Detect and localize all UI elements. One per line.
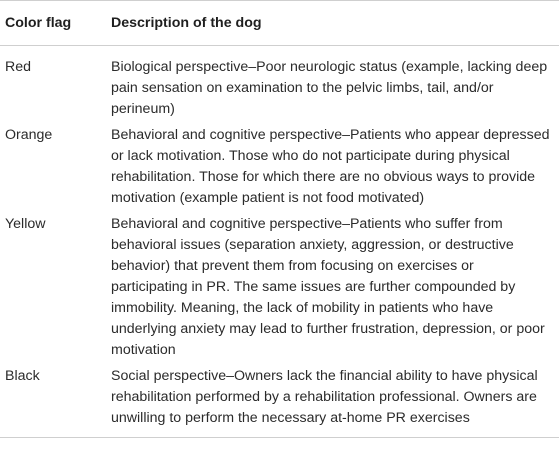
table-row <box>0 211 559 363</box>
description-cell: Behavioral and cognitive perspective–Patients who suffer from behavioral issues (separation anxiety, aggression, or destructive behavior) that prevent them from focusing on exercises or participating in PR. The same issues are further compounded by immobility. Meaning, the lack of mobility in patients who have underlying anxiety may lead to further frustration, depression, or poor motivation <box>111 216 545 358</box>
header-description: Description of the dog <box>111 15 262 31</box>
header-color-flag: Color flag <box>5 15 72 31</box>
flag-cell: Red <box>5 59 32 75</box>
table-row <box>0 363 559 438</box>
flag-cell: Orange <box>5 127 53 143</box>
flag-cell: Black <box>5 368 40 384</box>
description-cell: Behavioral and cognitive perspective–Patients who appear depressed or lack motivation. Those who do not participate during physical rehabilitation. Those for which there are no obvious ways to provide motivation (example patient is not food motivated) <box>111 127 550 206</box>
table-row <box>0 122 559 211</box>
table-row <box>0 46 559 123</box>
flag-cell: Yellow <box>5 216 46 232</box>
description-cell: Social perspective–Owners lack the financial ability to have physical rehabilitation performed by a rehabilitation professional. Owners are unwilling to perform the necessary at-home PR exercises <box>111 368 538 426</box>
table-body <box>0 46 559 438</box>
description-cell: Biological perspective–Poor neurologic status (example, lacking deep pain sensation on examination to the pelvic limbs, tail, and/or perineum) <box>111 59 548 117</box>
header-row <box>0 1 559 46</box>
table-header <box>0 1 559 46</box>
